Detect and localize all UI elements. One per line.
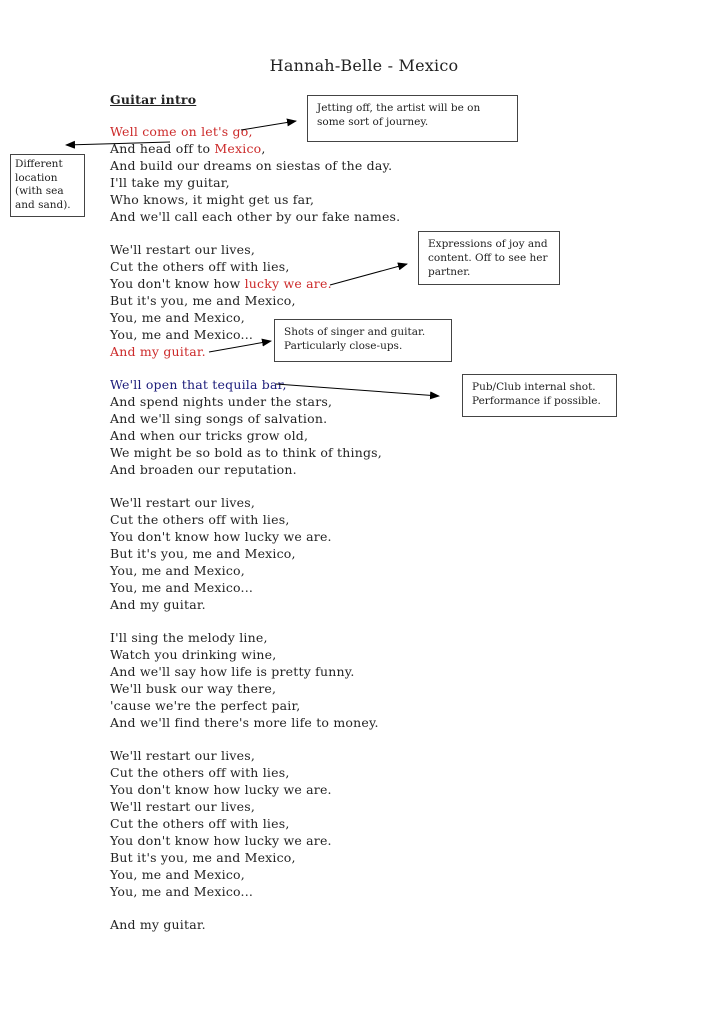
lyric-line: Well come on let's go, [110,124,253,139]
arrow-to-guitar-note [209,341,271,352]
lyric-line: You, me and Mexico... [110,884,254,899]
lyric-line: Who knows, it might get us far, [110,192,315,207]
lyric-line: But it's you, me and Mexico, [110,850,296,865]
lyric-line: You, me and Mexico, [110,563,245,578]
lyric-line: Watch you drinking wine, [110,647,277,662]
arrow-to-joy-note [330,264,407,285]
lyric-line: You, me and Mexico, [110,310,245,325]
lyric-line: You, me and Mexico... [110,327,254,342]
lyric-line: We'll restart our lives, [110,495,256,510]
arrow-to-journey-note [241,121,296,130]
note-journey: Jetting off, the artist will be on some sort of journey. [307,95,518,142]
arrow-to-location-note [66,142,170,145]
lyric-line: You don't know how lucky we are. [110,529,332,544]
lyric-line: I'll sing the melody line, [110,630,268,645]
lyric-line: And we'll say how life is pretty funny. [110,664,355,679]
lyric-line: And my guitar. [110,344,206,359]
lyric-line: Cut the others off with lies, [110,765,290,780]
note-joy: Expressions of joy and content. Off to see her partner. [418,231,560,285]
note-guitar: Shots of singer and guitar. Particularly close-ups. [274,319,452,362]
lyric-line: And broaden our reputation. [110,462,297,477]
lyric-line: And we'll call each other by our fake names. [110,209,401,224]
lyric-line: You don't know how lucky we are. [110,833,332,848]
lyric-line: Cut the others off with lies, [110,259,290,274]
arrow-to-pub-note [276,384,439,396]
lyric-line: 'cause we're the perfect pair, [110,698,301,713]
page-title: Hannah-Belle - Mexico [269,56,459,75]
lyric-line: And my guitar. [110,917,206,932]
lyric-line: And we'll find there's more life to money. [110,715,379,730]
lyric-line: We'll restart our lives, [110,799,256,814]
lyric-line: You don't know how lucky we are. [110,782,332,797]
note-pub: Pub/Club internal shot. Performance if possible. [462,374,617,417]
lyric-line: And we'll sing songs of salvation. [110,411,328,426]
highlighted-word: Mexico [214,141,262,156]
lyric-line: But it's you, me and Mexico, [110,293,296,308]
section-heading: Guitar intro [110,92,197,107]
lyric-line: And spend nights under the stars, [110,394,333,409]
lyric-line: We'll restart our lives, [110,242,256,257]
highlighted-phrase: lucky we are. [244,276,332,291]
lyric-text: , [261,141,266,156]
lyric-line: We might be so bold as to think of things, [110,445,382,460]
lyric-line: We'll open that tequila bar, [110,377,287,392]
lyric-line: We'll restart our lives, [110,748,256,763]
lyric-line: And my guitar. [110,597,206,612]
lyric-line: And build our dreams on siestas of the day. [110,158,393,173]
lyric-line: You, me and Mexico, [110,867,245,882]
lyric-line: And when our tricks grow old, [110,428,309,443]
lyric-line: Cut the others off with lies, [110,512,290,527]
lyric-line: You, me and Mexico... [110,580,254,595]
lyric-line: I'll take my guitar, [110,175,230,190]
note-location: Different location (with sea and sand). [10,154,85,217]
lyric-line: We'll busk our way there, [110,681,277,696]
lyric-line: But it's you, me and Mexico, [110,546,296,561]
lyric-text: You don't know how [110,276,245,291]
lyric-text: And head off to [110,141,215,156]
lyric-line: Cut the others off with lies, [110,816,290,831]
